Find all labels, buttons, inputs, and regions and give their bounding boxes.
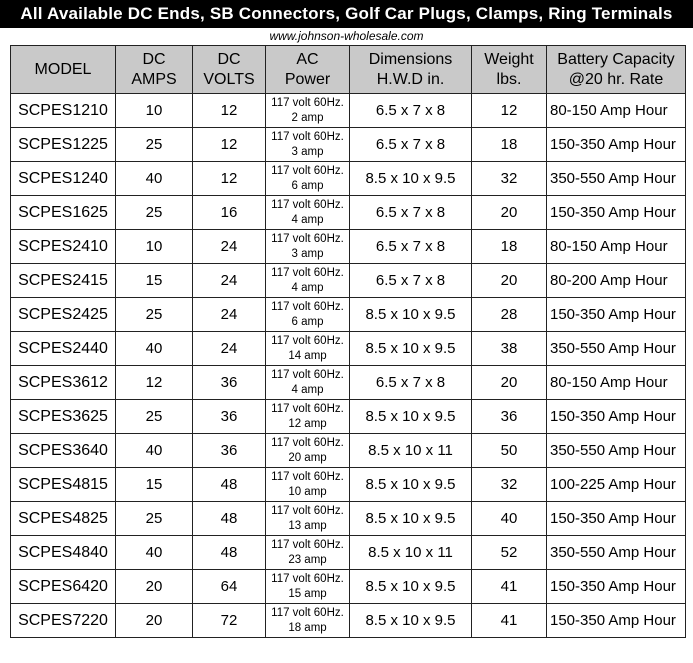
table-row (11, 400, 686, 434)
header-dc-amps: DC AMPS (116, 46, 193, 94)
cell-ac-power (266, 400, 350, 434)
cell-ac-power (266, 230, 350, 264)
cell-model: SCPES2410 (11, 230, 116, 264)
cell-ac-power (266, 604, 350, 638)
cell-weight: 40 (472, 502, 547, 536)
cell-model: SCPES2425 (11, 298, 116, 332)
cell-model: SCPES4825 (11, 502, 116, 536)
cell-dc-volts: 36 (193, 434, 266, 468)
cell-weight: 32 (472, 162, 547, 196)
cell-weight: 18 (472, 128, 547, 162)
table-row (11, 94, 686, 128)
cell-ac-power (266, 502, 350, 536)
cell-dimensions: 8.5 x 10 x 11 (350, 536, 472, 570)
ac-power-amps: 4 amp (291, 213, 324, 226)
charger-spec-table (10, 45, 686, 638)
table-row (11, 604, 686, 638)
ac-power-amps: 6 amp (291, 315, 324, 328)
cell-dimensions: 8.5 x 10 x 9.5 (350, 604, 472, 638)
cell-model: SCPES7220 (11, 604, 116, 638)
cell-capacity: 80-150 Amp Hour (547, 366, 686, 400)
ac-power-amps: 18 amp (288, 621, 327, 634)
ac-power-spec: 117 volt 60Hz. (271, 436, 344, 449)
website-url: www.johnson-wholesale.com (269, 29, 424, 43)
ac-power-spec: 117 volt 60Hz. (271, 96, 344, 109)
cell-capacity: 80-150 Amp Hour (547, 94, 686, 128)
ac-power-spec: 117 volt 60Hz. (271, 198, 344, 211)
cell-dc-amps: 20 (116, 604, 193, 638)
cell-ac-power (266, 570, 350, 604)
cell-dimensions: 8.5 x 10 x 9.5 (350, 298, 472, 332)
cell-model: SCPES1225 (11, 128, 116, 162)
ac-power-spec: 117 volt 60Hz. (271, 266, 344, 279)
cell-weight: 20 (472, 196, 547, 230)
cell-weight: 41 (472, 570, 547, 604)
cell-ac-power (266, 298, 350, 332)
cell-capacity: 100-225 Amp Hour (547, 468, 686, 502)
table-header-row (11, 46, 686, 94)
cell-dc-volts: 48 (193, 536, 266, 570)
table-row (11, 536, 686, 570)
cell-dc-amps: 15 (116, 264, 193, 298)
cell-dc-amps: 12 (116, 366, 193, 400)
cell-weight: 28 (472, 298, 547, 332)
cell-dimensions: 8.5 x 10 x 9.5 (350, 502, 472, 536)
cell-model: SCPES2415 (11, 264, 116, 298)
table-row (11, 264, 686, 298)
ac-power-amps: 15 amp (288, 587, 327, 600)
ac-power-spec: 117 volt 60Hz. (271, 504, 344, 517)
ac-power-spec: 117 volt 60Hz. (271, 368, 344, 381)
cell-dimensions: 6.5 x 7 x 8 (350, 196, 472, 230)
ac-power-amps: 20 amp (288, 451, 327, 464)
cell-dimensions: 6.5 x 7 x 8 (350, 230, 472, 264)
cell-dc-volts: 12 (193, 162, 266, 196)
cell-ac-power (266, 264, 350, 298)
cell-capacity: 350-550 Amp Hour (547, 332, 686, 366)
cell-ac-power (266, 196, 350, 230)
ac-power-amps: 4 amp (291, 281, 324, 294)
ac-power-amps: 6 amp (291, 179, 324, 192)
cell-dimensions: 8.5 x 10 x 9.5 (350, 570, 472, 604)
ac-power-spec: 117 volt 60Hz. (271, 164, 344, 177)
ac-power-amps: 12 amp (288, 417, 327, 430)
cell-dc-volts: 72 (193, 604, 266, 638)
cell-capacity: 150-350 Amp Hour (547, 128, 686, 162)
cell-dc-amps: 40 (116, 536, 193, 570)
cell-model: SCPES6420 (11, 570, 116, 604)
cell-dc-amps: 25 (116, 502, 193, 536)
cell-dimensions: 8.5 x 10 x 9.5 (350, 468, 472, 502)
cell-ac-power (266, 468, 350, 502)
cell-dc-amps: 15 (116, 468, 193, 502)
cell-dimensions: 8.5 x 10 x 9.5 (350, 332, 472, 366)
ac-power-amps: 3 amp (291, 247, 324, 260)
table-row (11, 468, 686, 502)
cell-dimensions: 6.5 x 7 x 8 (350, 94, 472, 128)
cell-dc-amps: 10 (116, 94, 193, 128)
ac-power-amps: 14 amp (288, 349, 327, 362)
cell-ac-power (266, 536, 350, 570)
ac-power-spec: 117 volt 60Hz. (271, 606, 344, 619)
cell-dc-volts: 36 (193, 400, 266, 434)
header-dc-volts: DC VOLTS (193, 46, 266, 94)
cell-ac-power (266, 94, 350, 128)
cell-dc-volts: 16 (193, 196, 266, 230)
cell-dc-volts: 48 (193, 468, 266, 502)
cell-model: SCPES4815 (11, 468, 116, 502)
cell-weight: 20 (472, 366, 547, 400)
table-row (11, 196, 686, 230)
cell-model: SCPES1210 (11, 94, 116, 128)
cell-model: SCPES3640 (11, 434, 116, 468)
ac-power-spec: 117 volt 60Hz. (271, 470, 344, 483)
cell-dc-volts: 12 (193, 94, 266, 128)
header-ac-power: AC Power (266, 46, 350, 94)
ac-power-amps: 10 amp (288, 485, 327, 498)
cell-model: SCPES3625 (11, 400, 116, 434)
cell-ac-power (266, 434, 350, 468)
header-dimensions: Dimensions H.W.D in. (350, 46, 472, 94)
cell-dimensions: 8.5 x 10 x 9.5 (350, 162, 472, 196)
table-row (11, 570, 686, 604)
cell-dc-volts: 24 (193, 332, 266, 366)
cell-dc-volts: 48 (193, 502, 266, 536)
cell-dc-volts: 36 (193, 366, 266, 400)
cell-dc-volts: 24 (193, 230, 266, 264)
cell-capacity: 150-350 Amp Hour (547, 604, 686, 638)
cell-capacity: 80-150 Amp Hour (547, 230, 686, 264)
table-row (11, 298, 686, 332)
cell-ac-power (266, 162, 350, 196)
cell-dc-volts: 24 (193, 264, 266, 298)
ac-power-spec: 117 volt 60Hz. (271, 232, 344, 245)
cell-capacity: 350-550 Amp Hour (547, 536, 686, 570)
cell-model: SCPES2440 (11, 332, 116, 366)
cell-weight: 18 (472, 230, 547, 264)
cell-model: SCPES1240 (11, 162, 116, 196)
cell-dimensions: 6.5 x 7 x 8 (350, 128, 472, 162)
cell-model: SCPES1625 (11, 196, 116, 230)
cell-model: SCPES3612 (11, 366, 116, 400)
ac-power-amps: 2 amp (291, 111, 324, 124)
ac-power-spec: 117 volt 60Hz. (271, 130, 344, 143)
cell-dimensions: 8.5 x 10 x 11 (350, 434, 472, 468)
cell-model: SCPES4840 (11, 536, 116, 570)
ac-power-spec: 117 volt 60Hz. (271, 572, 344, 585)
cell-dc-volts: 24 (193, 298, 266, 332)
cell-dc-amps: 20 (116, 570, 193, 604)
banner-title: All Available DC Ends, SB Connectors, Golf Car Plugs, Clamps, Ring Terminals (0, 0, 693, 28)
cell-weight: 41 (472, 604, 547, 638)
cell-weight: 32 (472, 468, 547, 502)
cell-dc-amps: 25 (116, 400, 193, 434)
table-row (11, 230, 686, 264)
table-row (11, 434, 686, 468)
ac-power-amps: 3 amp (291, 145, 324, 158)
cell-dc-amps: 25 (116, 298, 193, 332)
cell-dimensions: 6.5 x 7 x 8 (350, 366, 472, 400)
cell-capacity: 150-350 Amp Hour (547, 400, 686, 434)
ac-power-spec: 117 volt 60Hz. (271, 334, 344, 347)
cell-ac-power (266, 332, 350, 366)
cell-dc-amps: 25 (116, 196, 193, 230)
cell-weight: 52 (472, 536, 547, 570)
table-row (11, 366, 686, 400)
cell-weight: 20 (472, 264, 547, 298)
ac-power-amps: 23 amp (288, 553, 327, 566)
cell-capacity: 150-350 Amp Hour (547, 196, 686, 230)
ac-power-spec: 117 volt 60Hz. (271, 402, 344, 415)
ac-power-spec: 117 volt 60Hz. (271, 538, 344, 551)
cell-dc-amps: 40 (116, 332, 193, 366)
table-row (11, 332, 686, 366)
cell-capacity: 80-200 Amp Hour (547, 264, 686, 298)
cell-ac-power (266, 366, 350, 400)
cell-dc-amps: 10 (116, 230, 193, 264)
cell-weight: 36 (472, 400, 547, 434)
cell-capacity: 150-350 Amp Hour (547, 298, 686, 332)
table-row (11, 128, 686, 162)
cell-dc-volts: 64 (193, 570, 266, 604)
table-row (11, 502, 686, 536)
table-row (11, 162, 686, 196)
header-capacity: Battery Capacity @20 hr. Rate (547, 46, 686, 94)
cell-capacity: 150-350 Amp Hour (547, 502, 686, 536)
cell-capacity: 350-550 Amp Hour (547, 162, 686, 196)
cell-dc-amps: 40 (116, 434, 193, 468)
cell-dc-amps: 25 (116, 128, 193, 162)
cell-ac-power (266, 128, 350, 162)
cell-dc-volts: 12 (193, 128, 266, 162)
cell-dimensions: 6.5 x 7 x 8 (350, 264, 472, 298)
cell-capacity: 150-350 Amp Hour (547, 570, 686, 604)
cell-weight: 38 (472, 332, 547, 366)
ac-power-amps: 13 amp (288, 519, 327, 532)
cell-dimensions: 8.5 x 10 x 9.5 (350, 400, 472, 434)
cell-capacity: 350-550 Amp Hour (547, 434, 686, 468)
cell-dc-amps: 40 (116, 162, 193, 196)
header-weight: Weight lbs. (472, 46, 547, 94)
cell-weight: 50 (472, 434, 547, 468)
ac-power-amps: 4 amp (291, 383, 324, 396)
cell-weight: 12 (472, 94, 547, 128)
header-model: MODEL (11, 46, 116, 94)
ac-power-spec: 117 volt 60Hz. (271, 300, 344, 313)
